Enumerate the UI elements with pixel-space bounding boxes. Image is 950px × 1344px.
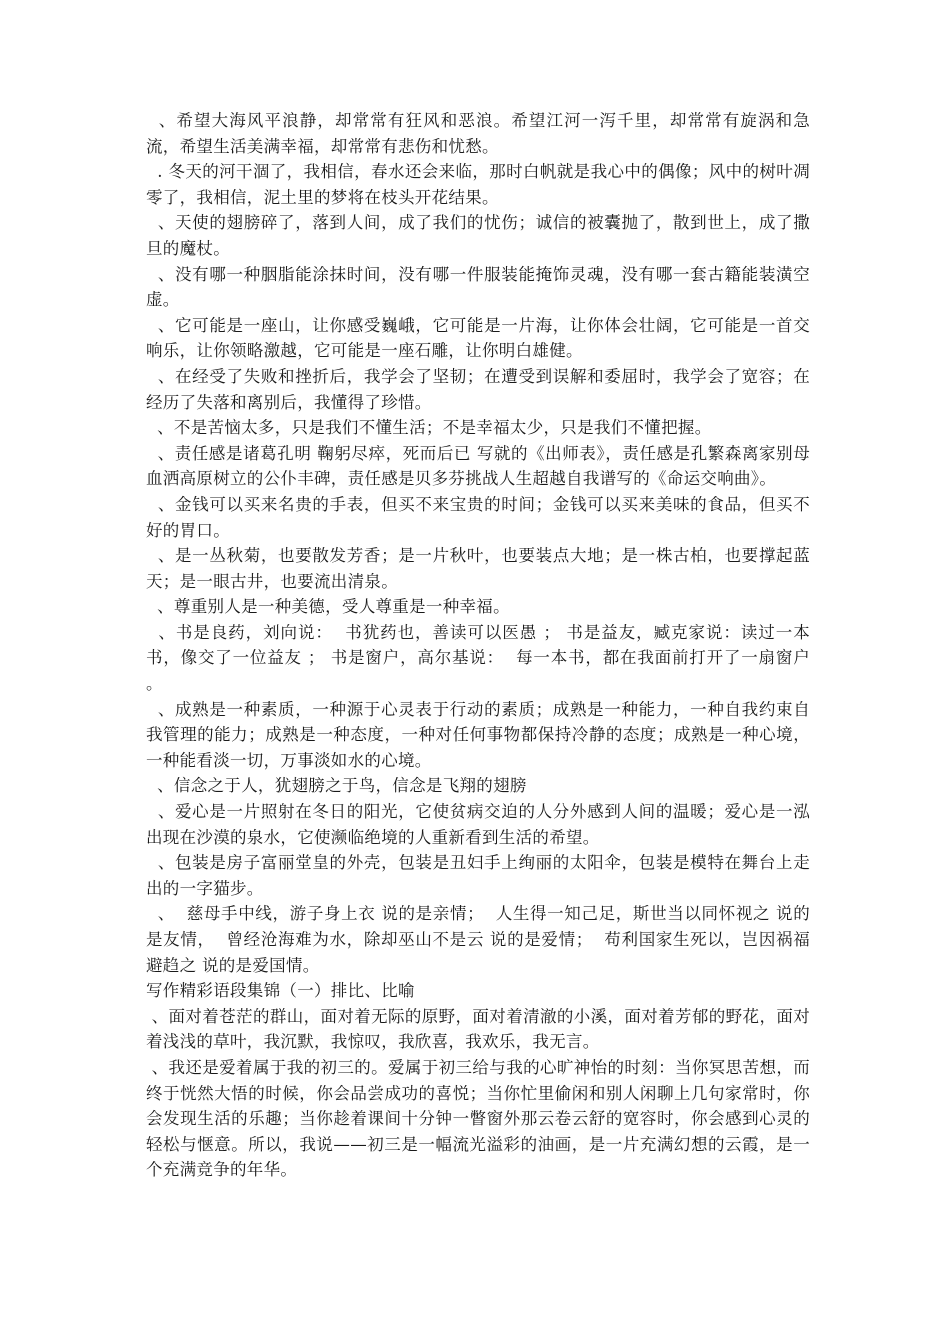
paragraph: 、它可能是一座山，让你感受巍峨，它可能是一片海，让你体会壮阔，它可能是一首交响乐，让你领略激越，它可能是一座石雕，让你明白雄健。: [146, 315, 810, 361]
paragraph: 、没有哪一种胭脂能涂抹时间，没有哪一件服装能掩饰灵魂，没有哪一套古籍能装潢空虚。: [146, 264, 810, 310]
paragraph: 、希望大海风平浪静，却常常有狂风和恶浪。希望江河一泻千里，却常常有旋涡和急流，希望生活美满幸福，却常常有悲伤和忧愁。: [146, 111, 810, 156]
paragraph: 、成熟是一种素质，一种源于心灵表于行动的素质；成熟是一种能力，一种自我约束自我管理的能力；成熟是一种态度，一种对任何事物都保持冷静的态度；成熟是一种心境，一种能看淡一切，万事淡如水的心境。: [146, 699, 810, 770]
paragraph: 、在经受了失败和挫折后，我学会了坚韧；在遭受到误解和委屈时，我学会了宽容；在经历了失落和离别后，我懂得了珍惜。: [146, 366, 810, 412]
document-body: [146, 108, 822, 1183]
paragraph: 、信念之于人，犹翅膀之于鸟，信念是飞翔的翅膀: [146, 776, 527, 796]
paragraph: 、天使的翅膀碎了，落到人间，成了我们的忧伤；诚信的被囊抛了，散到世上，成了撒旦的魔杖。: [146, 213, 810, 258]
paragraph: 、书是良药，刘向说： 书犹药也，善读可以医愚 ； 书是益友，臧克家说：读过一本书，像交了一位益友 ； 书是窗户，高尔基说： 每一本书，都在我面前打开了一扇窗户 。: [146, 622, 822, 694]
paragraph: 、是一丛秋菊，也要散发芳香；是一片秋叶，也要装点大地；是一株古柏，也要撑起蓝天；是一眼古井，也要流出清泉。: [146, 546, 810, 591]
paragraph: . 冬天的河干涸了，我相信，春水还会来临，那时白帆就是我心中的偶像；风中的树叶凋零了，我相信，泥土里的梦将在枝头开花结果。: [146, 162, 810, 207]
paragraph: 、责任感是诸葛孔明 鞠躬尽瘁，死而后已 写就的《出师表》，责任感是孔繁森离家别母血洒高原树立的公仆丰碑，责任感是贝多芬挑战人生超越自我谱写的《命运交响曲》。: [146, 443, 810, 489]
paragraph: 、不是苦恼太多，只是我们不懂生活；不是幸福太少，只是我们不懂把握。: [146, 418, 712, 438]
section-heading: 写作精彩语段集锦（一）排比、比喻: [146, 981, 415, 1001]
paragraph: 、尊重别人是一种美德，受人尊重是一种幸福。: [146, 597, 510, 617]
paragraph: 、包装是房子富丽堂皇的外壳，包装是丑妇手上绚丽的太阳伞，包装是模特在舞台上走出的一字猫步。: [146, 853, 810, 898]
paragraph: 、面对着苍茫的群山，面对着无际的原野，面对着清澈的小溪，面对着芳郁的野花，面对着浅浅的草叶，我沉默，我惊叹，我欣喜，我欢乐，我无言。: [146, 1006, 811, 1052]
paragraph: 、金钱可以买来名贵的手表，但买不来宝贵的时间；金钱可以买来美味的食品，但买不好的胃口。: [146, 494, 810, 540]
paragraph: 、爱心是一片照射在冬日的阳光，它使贫病交迫的人分外感到人间的温暖；爱心是一泓出现在沙漠的泉水，它使濒临绝境的人重新看到生活的希望。: [146, 802, 810, 847]
paragraph: 、我还是爱着属于我的初三的。爱属于初三给与我的心旷神怡的时刻：当你冥思苦想，而终于恍然大悟的时候，你会品尝成功的喜悦；当你忙里偷闲和别人闲聊上几句家常时，你会发现生活的乐趣；当你趁着课间十分钟一瞥窗外那云卷云舒的宽容时，你会感到心灵的轻松与惬意。所以，我说——初三是一幅流光溢彩的油画，是一片充满幻想的云霞，是一个充满竞争的年华。: [146, 1057, 811, 1180]
paragraph: 、 慈母手中线，游子身上衣 说的是亲情； 人生得一知己足，斯世当以同怀视之 说的是友情， 曾经沧海难为水，除却巫山不是云 说的是爱情； 苟利国家生死以，岂因祸福避趋之 说的是爱国情。: [146, 904, 810, 975]
